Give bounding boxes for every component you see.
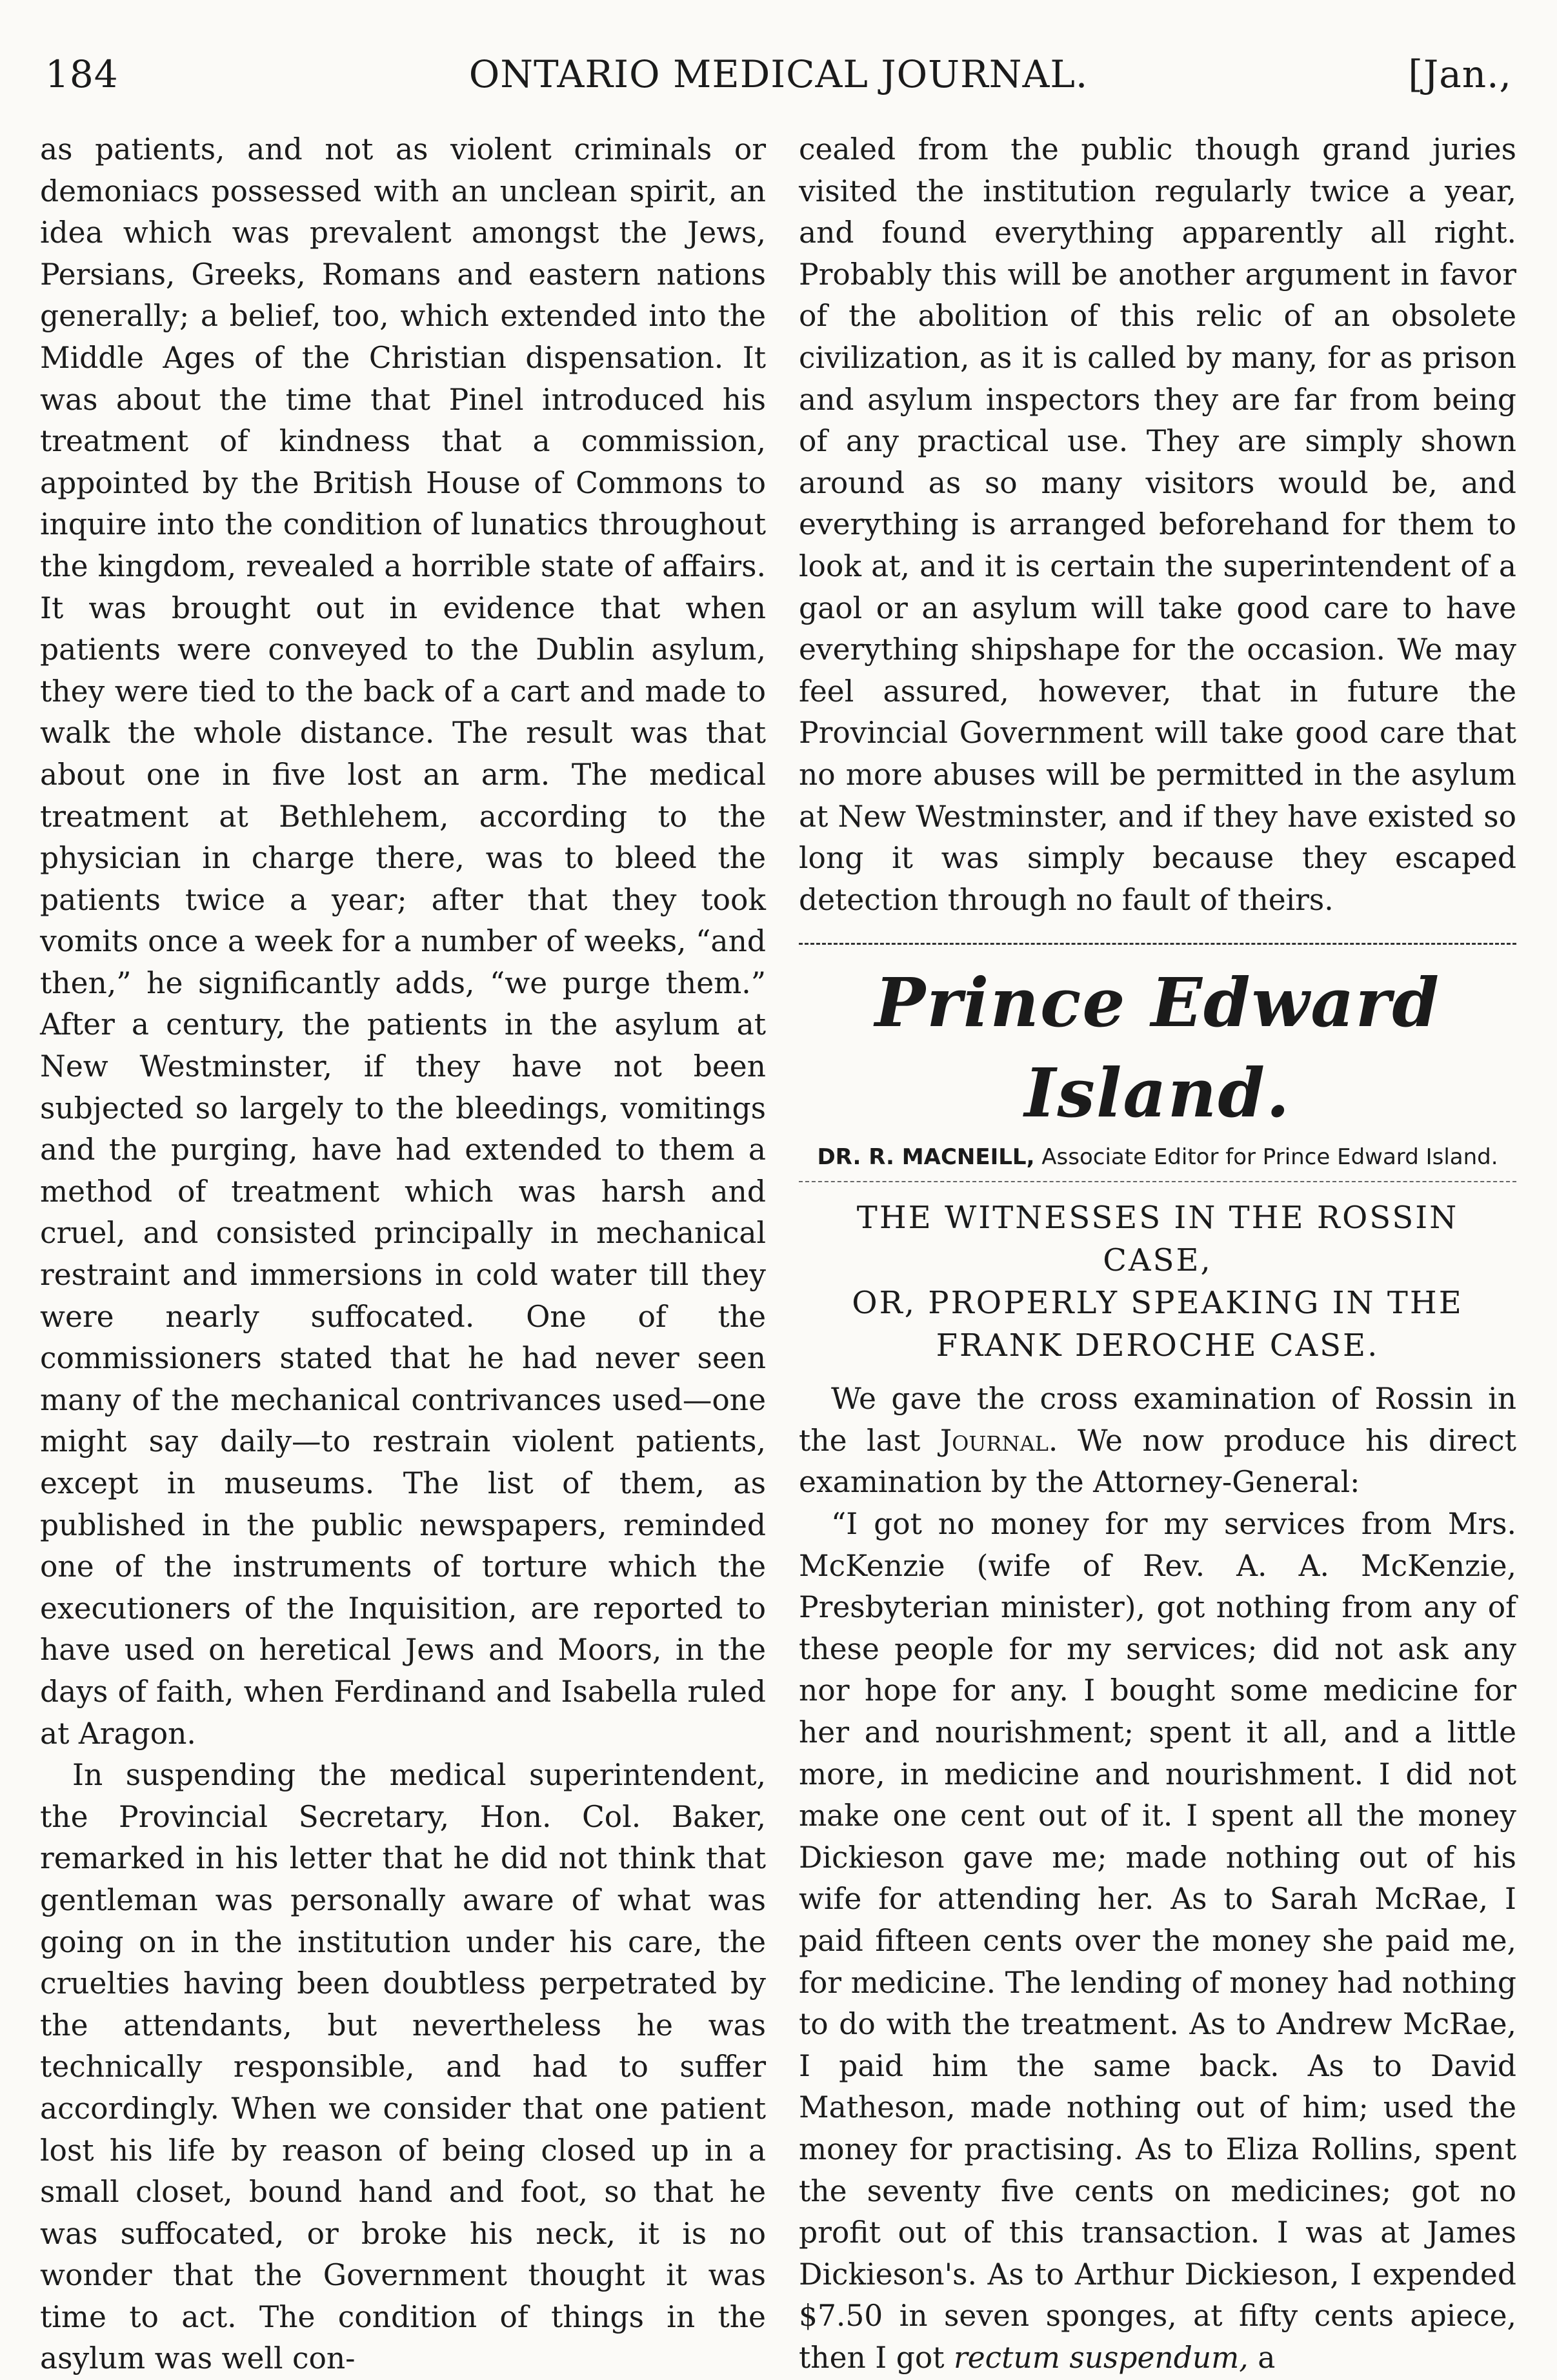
paragraph: as patients, and not as violent criminals or demoniacs possessed with an unclean spirit, an idea which was prevalent amongst the Jews, Persians, Greeks, Romans and eastern nations generally; a belief, too, which extended into the Middle Ages of the Christian dispensation. It was about the time that Pinel introduced his treatment of kindness that a commission, appointed by the British House of Commons to inquire into the condition of lunatics throughout the kingdom, revealed a horrible state of affairs. It was brought out in evidence that when patients were conveyed to the Dublin asylum, they were tied to the back of a cart and made to walk the whole distance. The result was that about one in five lost an arm. The medical treatment at Bethlehem, according to the physician in charge there, was to bleed the patients twice a year; after that they took vomits once a week for a number of weeks, “and then,” he significantly adds, “we purge them.” After a century, the patients in the asylum at New Westminster, if they have not been subjected so largely to the bleedings, vomitings and the purging, have had extended to them a method of treatment which was harsh and cruel, and consisted principally in mechanical restraint and immersions in cold water till they were nearly suffocated. One of the commissioners stated that he had never seen many of the mechanical contrivances used—one might say daily—to restrain violent patients, except in museums. The list of them, as published in the public newspapers, reminded one of the instruments of torture which the executioners of the Inquisition, are reported to have used on heretical Jews and Moors, in the days of faith, when Ferdinand and Isabella ruled at Aragon. — [40, 132, 766, 1751]
journal-reference: Journal. — [939, 1423, 1058, 1458]
testimony-text: “I got no money for my services from Mrs. McKenzie (wife of Rev. A. A. McKenzie, Presbyterian minister), got nothing from any of these people for my services; did not ask any nor hope for any. I bought some medicine for her and nourishment; spent it all, and a little more, in medicine and nourishment. I did not make one cent out of it. I spent all the money Dickieson gave me; made nothing out of his wife for attending her. As to Sarah McRae, I paid fifteen cents over the money she paid me, for medicine. The lending of money had nothing to do with the treatment. As to Andrew McRae, I paid him the same back. As to David Matheson, made nothing out of him; used the money for practising. As to Eliza Rollins, spent the seventy five cents on medicines; got no profit out of this transaction. I was at James Dickieson's. As to Arthur Dickieson, I expended $7.50 in seven sponges, at fifty cents apiece, then I got — [799, 1507, 1516, 2375]
section-title: Prince Edward Island. — [874, 963, 1441, 1133]
section-editor — [799, 1141, 1516, 1173]
intro-text: We gave the cross examination of Rossin in the last — [799, 1382, 1516, 1458]
article-title-line: THE WITNESSES IN THE ROSSIN CASE, — [856, 1200, 1459, 1279]
editor-role: Associate Editor for Prince Edward Island. — [1041, 1144, 1498, 1171]
intro-text: We now produce his direct examination by the Attorney-General: — [799, 1423, 1517, 1500]
paragraph: In suspending the medical superintendent, the Provincial Secretary, Hon. Col. Baker, remarked in his letter that he did not think that gentleman was personally aware of what was going on in the institution under his care, the cruelties having been doubtless perpetrated by the attendants, but nevertheless he was technically responsible, and had to suffer accordingly. When we consider that one patient lost his life by reason of being closed up in a small closet, bound hand and foot, so that he was suffocated, or broke his neck, it is no wonder that the Government thought it was time to act. The condition of things in the asylum was well con- — [40, 1758, 766, 2376]
left-column — [40, 129, 766, 2380]
page-number: 184 — [45, 52, 119, 96]
paragraph — [799, 1378, 1516, 1504]
running-header — [45, 39, 1512, 110]
journal-title: ONTARIO MEDICAL JOURNAL. — [468, 52, 1089, 96]
testimony-text: a — [1258, 2340, 1276, 2375]
paragraph: cealed from the public though grand juries visited the institution regularly twice a year, and found everything apparently all right. Probably this will be another argument in favor of the abolition of this relic of an obsolete civilization, as it is called by many, for as prison and asylum inspectors they are far from being of any practical use. They are simply shown around as so many visitors would be, and everything is arranged beforehand for them to look at, and it is certain the superintendent of a gaol or an asylum will take good care to have everything shipshape for the occasion. We may feel assured, however, that in future the Provincial Government will take good care that no more abuses will be permitted in the asylum at New Westminster, and if they have existed so long it was simply because they escaped detection through no fault of theirs. — [799, 132, 1516, 917]
paragraph — [799, 1504, 1516, 2379]
editor-name: DR. R. MACNEILL, — [817, 1144, 1035, 1171]
article-title — [799, 1196, 1516, 1367]
testimony-italic: rectum suspendum, — [954, 2340, 1249, 2375]
right-column — [799, 129, 1516, 2379]
issue-month: [Jan., — [1408, 52, 1512, 96]
article-title-line: FRANK DEROCHE CASE. — [936, 1327, 1380, 1364]
article-title-line: OR, PROPERLY SPEAKING IN THE — [852, 1285, 1463, 1322]
title-divider — [799, 1181, 1516, 1182]
section-divider — [799, 943, 1516, 945]
